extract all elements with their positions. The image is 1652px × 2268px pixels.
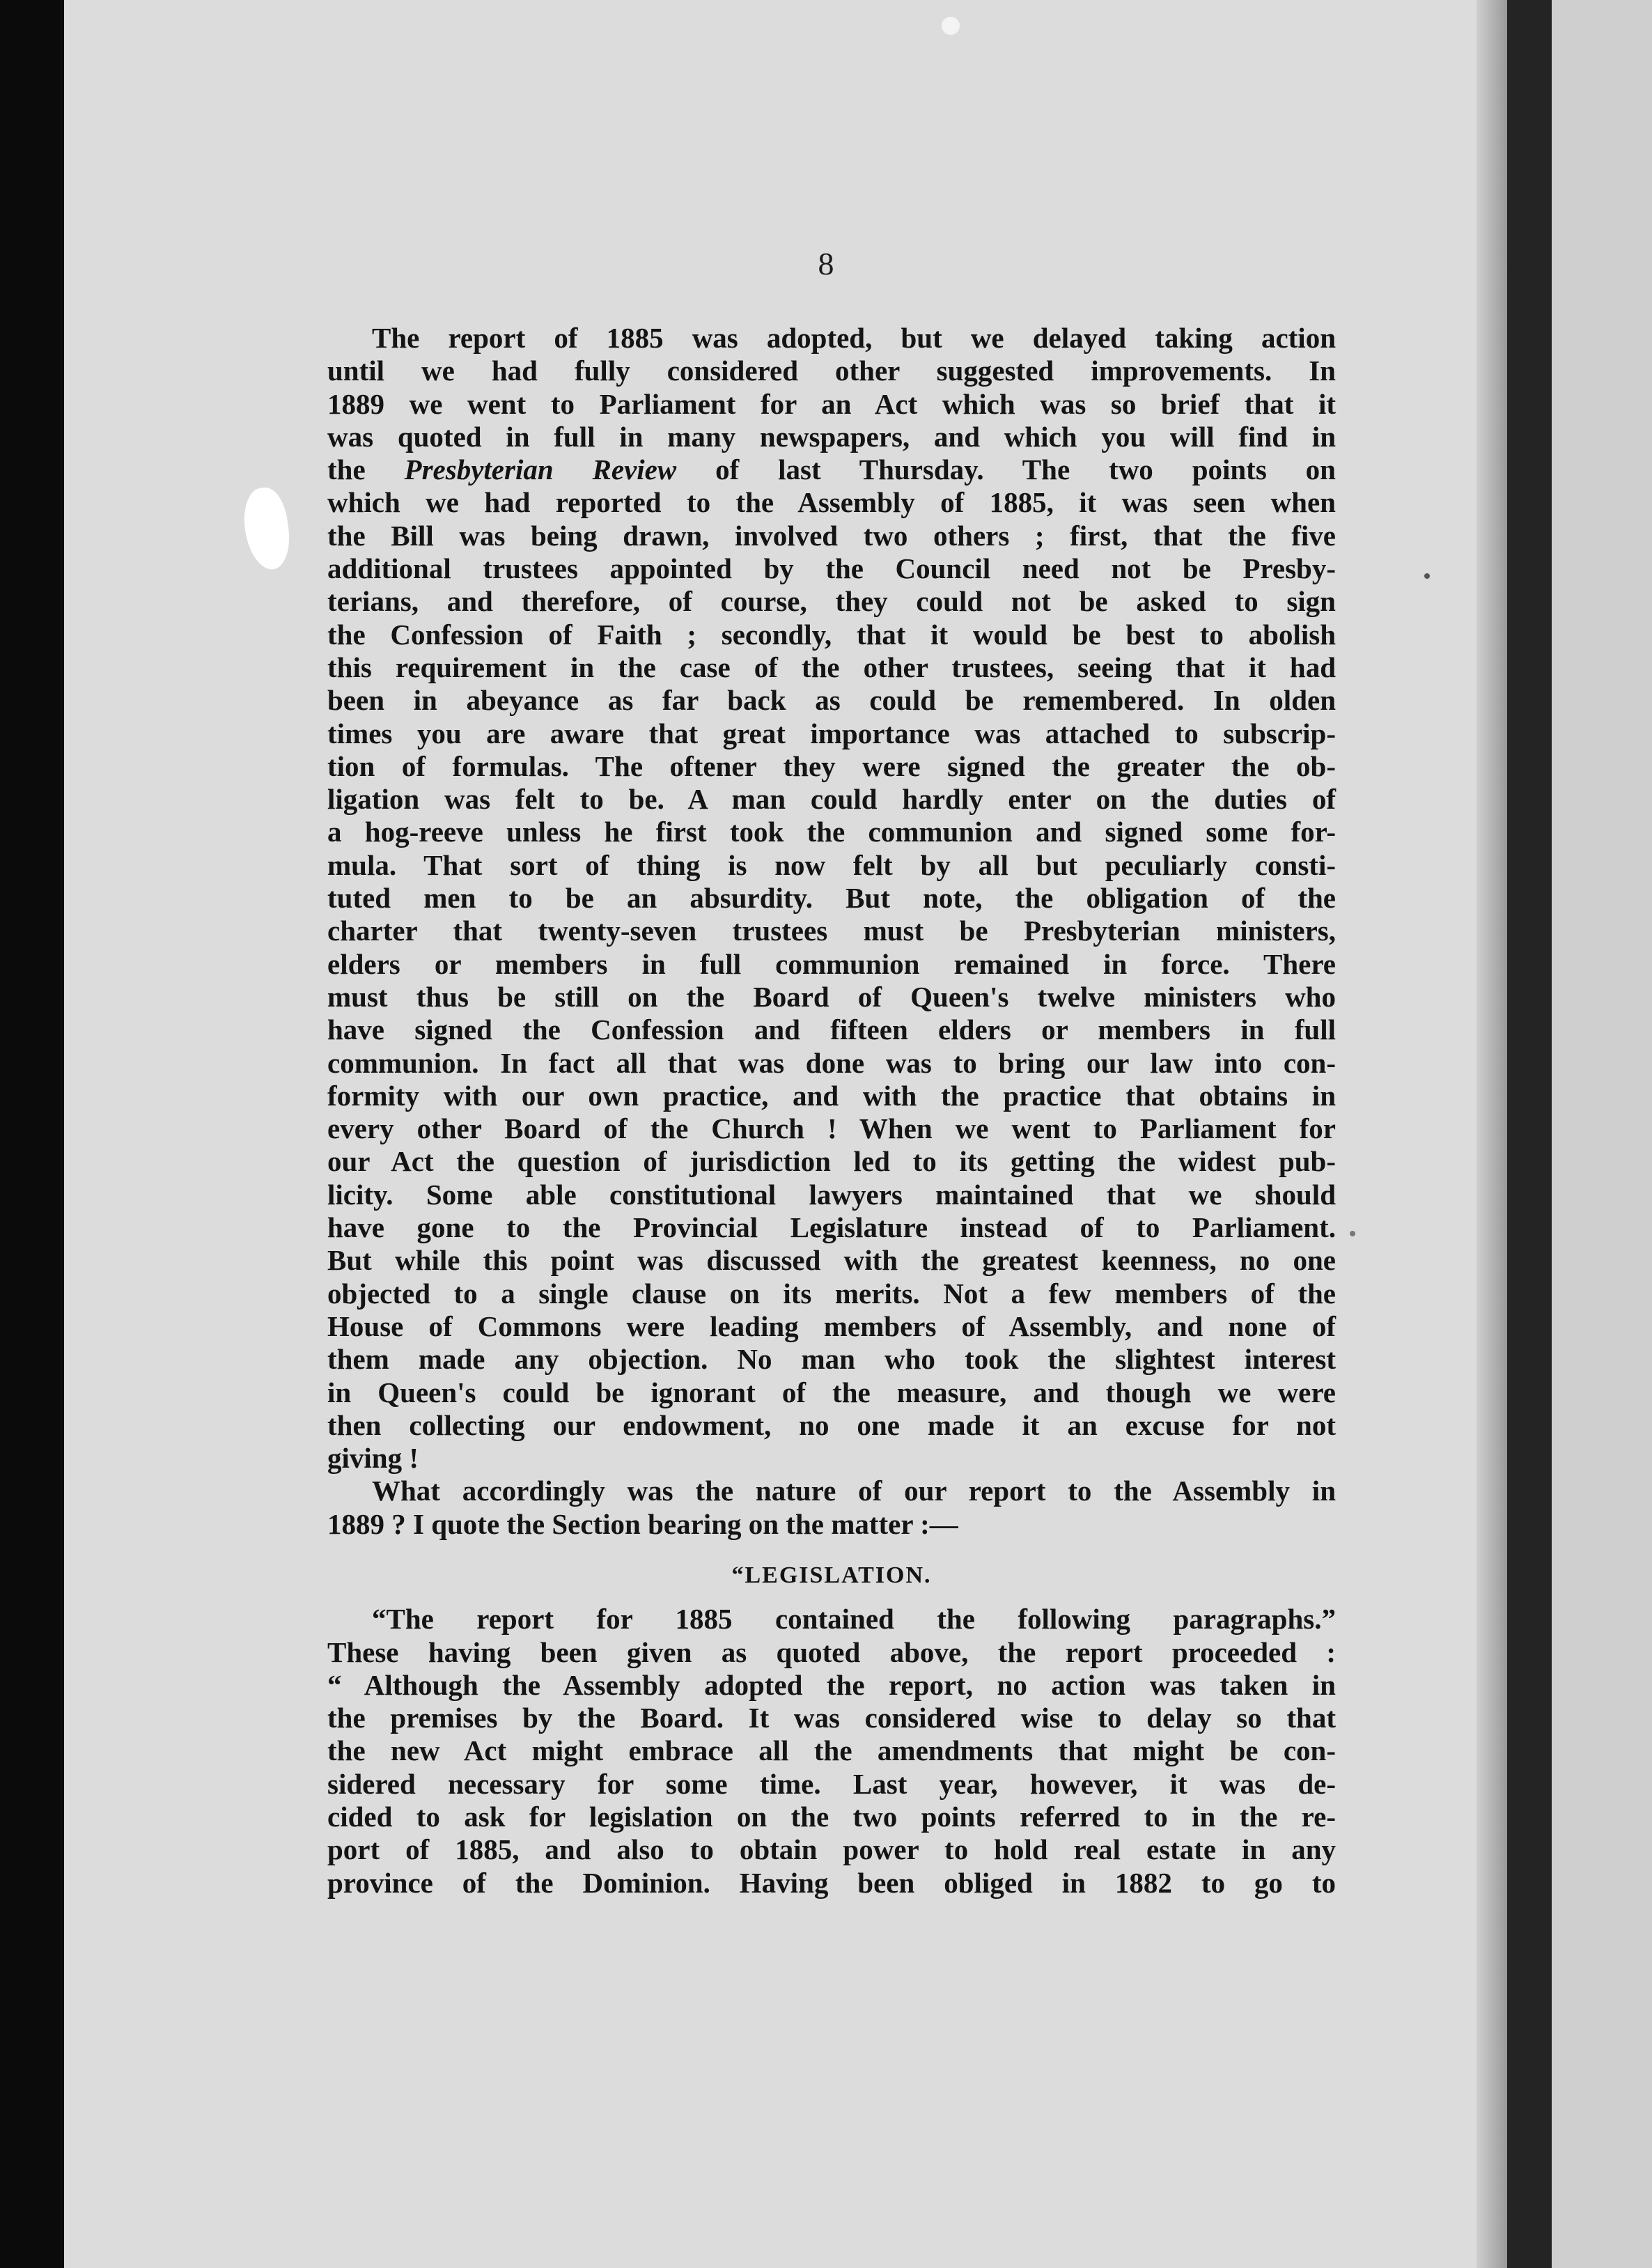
text-line: which we had reported to the Assembly of 1885, it was seen when xyxy=(327,486,1336,519)
body-text xyxy=(327,322,1336,1900)
scan-left-margin xyxy=(0,0,64,2268)
paragraph-3 xyxy=(327,1603,1336,1900)
text-line: 1889 ? I quote the Section bearing on the matter :— xyxy=(327,1507,958,1540)
text-line: communion. In fact all that was done was to bring our law into con- xyxy=(327,1046,1336,1079)
paragraph-1 xyxy=(327,322,1336,1475)
text-line: objected to a single clause on its merits. Not a few members of the xyxy=(327,1277,1336,1310)
text-line: have gone to the Provincial Legislature instead of to Parliament. xyxy=(327,1211,1336,1244)
text-line: the new Act might embrace all the amendments that might be con- xyxy=(327,1734,1336,1767)
text-line: them made any objection. No man who took the slightest interest xyxy=(327,1343,1336,1376)
text-line: tuted men to be an absurdity. But note, the obligation of the xyxy=(327,882,1336,915)
text-line: House of Commons were leading members of Assembly, and none of xyxy=(327,1310,1336,1342)
text-line: have signed the Confession and fifteen elders or members in full xyxy=(327,1013,1336,1046)
text-line: But while this point was discussed with the greatest keenness, no one xyxy=(327,1244,1336,1277)
text-line: until we had fully considered other suggested improvements. In xyxy=(327,355,1336,387)
text-line: a hog-reeve unless he first took the communion and signed some for- xyxy=(327,816,1336,848)
text-line: in Queen's could be ignorant of the measure, and though we were xyxy=(327,1376,1336,1408)
text-line: every other Board of the Church ! When we went to Parliament for xyxy=(327,1112,1336,1145)
text-line: What accordingly was the nature of our report to the Assembly in xyxy=(372,1475,1336,1507)
text-line: the Confession of Faith ; secondly, that it would be best to abolish xyxy=(327,618,1336,651)
text-line: province of the Dominion. Having been obliged in 1882 to go to xyxy=(327,1866,1336,1899)
paragraph-2 xyxy=(327,1475,1336,1541)
text-line: 1889 we went to Parliament for an Act which was so brief that it xyxy=(327,387,1336,420)
text-line: giving ! xyxy=(327,1442,419,1475)
text-line: sidered necessary for some time. Last year, however, it was de- xyxy=(327,1767,1336,1800)
journal-title: Presbyterian Review xyxy=(404,453,677,486)
text-line: These having been given as quoted above, the report proceeded : xyxy=(327,1636,1336,1668)
page-gutter-shadow xyxy=(1476,0,1507,2268)
text-line: then collecting our endowment, no one made it an excuse for not xyxy=(327,1408,1336,1441)
text-line: “The report for 1885 contained the following paragraphs.” xyxy=(372,1603,1336,1636)
text-line: mula. That sort of thing is now felt by all but peculiarly consti- xyxy=(327,848,1336,881)
next-page-edge xyxy=(1552,0,1652,2268)
text-line: was quoted in full in many newspapers, and which you will find in xyxy=(327,420,1336,453)
text-line: The report of 1885 was adopted, but we delayed taking action xyxy=(372,322,1336,354)
text-line: ligation was felt to be. A man could hardly enter on the duties of xyxy=(327,783,1336,816)
text-line: must thus be still on the Board of Queen's twelve ministers who xyxy=(327,980,1336,1013)
text-line: additional trustees appointed by the Council need not be Presby- xyxy=(327,552,1336,585)
text-line: the Bill was being drawn, involved two others ; first, that the five xyxy=(327,519,1336,552)
text-line: formity with our own practice, and with the practice that obtains in xyxy=(327,1079,1336,1112)
section-heading: “LEGISLATION. xyxy=(731,1562,932,1588)
paper-speck xyxy=(1424,573,1430,579)
text-line: charter that twenty-seven trustees must be Presbyterian ministers, xyxy=(327,915,1336,947)
text-line: our Act the question of jurisdiction led to its getting the widest pub- xyxy=(327,1145,1336,1178)
paper-speck xyxy=(1350,1231,1355,1236)
text-line: terians, and therefore, of course, they could not be asked to sign xyxy=(327,585,1336,618)
scan-binding-band xyxy=(1507,0,1552,2268)
text-line: “ Although the Assembly adopted the report, no action was taken in xyxy=(327,1668,1336,1701)
text-line: the premises by the Board. It was considered wise to delay so that xyxy=(327,1702,1336,1734)
text-line xyxy=(327,453,1336,486)
text-line: licity. Some able constitutional lawyers maintained that we should xyxy=(327,1178,1336,1211)
page-number: 8 xyxy=(818,246,834,281)
paper-speck xyxy=(942,17,960,35)
text-line: been in abeyance as far back as could be remembered. In olden xyxy=(327,684,1336,717)
text-line: port of 1885, and also to obtain power to hold real estate in any xyxy=(327,1833,1336,1866)
text-line: cided to ask for legislation on the two points referred to in the re- xyxy=(327,1801,1336,1833)
text-line: elders or members in full communion remained in force. There xyxy=(327,947,1336,980)
text-line: tion of formulas. The oftener they were signed the greater the ob- xyxy=(327,749,1336,782)
text-line: this requirement in the case of the other trustees, seeing that it had xyxy=(327,651,1336,683)
text-fragment: the xyxy=(327,453,405,486)
text-fragment: of last Thursday. The two points on xyxy=(676,453,1336,486)
text-line: times you are aware that great importance was attached to subscrip- xyxy=(327,717,1336,749)
